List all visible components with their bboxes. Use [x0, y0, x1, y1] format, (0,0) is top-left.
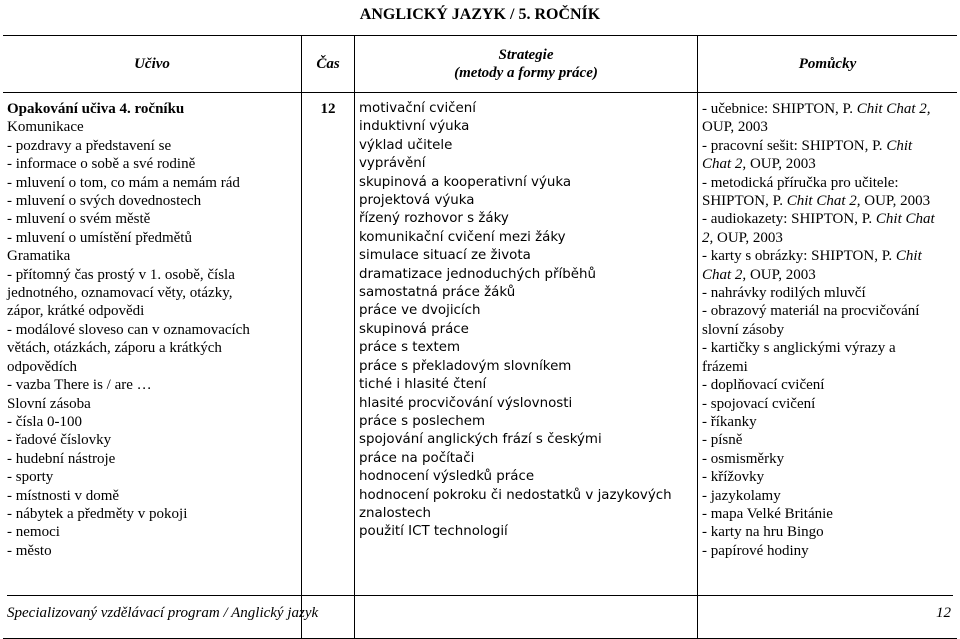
header-strategie	[355, 36, 698, 93]
pomucky-title: Chit Chat 2,	[856, 101, 931, 117]
strategie-line: dramatizace jednoduchých příběhů	[359, 266, 596, 282]
pomucky-title: Chat 2,	[702, 156, 747, 173]
strategie-line: induktivní výuka	[359, 119, 470, 135]
pomucky-line	[702, 210, 953, 228]
ucivo-line: - město	[7, 542, 52, 559]
strategie-line: řízený rozhovor s žáky	[359, 211, 509, 227]
strategie-line: práce s poslechem	[359, 413, 486, 429]
strategie-line: tiché i hlasité čtení	[359, 377, 487, 393]
strategie-line: práce s překladovým slovníkem	[359, 358, 572, 374]
pomucky-line	[702, 266, 953, 284]
pomucky-line: - jazykolamy	[702, 487, 781, 504]
pomucky-line: frázemi	[702, 358, 748, 375]
page-number: 12	[936, 605, 951, 621]
cas-value: 12	[320, 101, 336, 117]
ucivo-line: - hudební nástroje	[7, 450, 116, 467]
pomucky-line: - doplňovací cvičení	[702, 377, 825, 394]
strategie-line: simulace situací ze života	[359, 248, 531, 264]
ucivo-line: Komunikace	[7, 119, 84, 136]
ucivo-line: - čísla 0-100	[7, 413, 82, 430]
pomucky-title: Chit	[886, 137, 913, 154]
strategie-line: práce na počítači	[359, 450, 475, 466]
strategie-line: motivační cvičení	[359, 101, 476, 116]
cas-cell	[302, 93, 355, 639]
header-cas: Čas	[302, 36, 355, 93]
strategie-line: práce ve dvojicích	[359, 303, 481, 319]
pomucky-text: OUP, 2003	[713, 229, 783, 246]
ucivo-line: Gramatika	[7, 248, 71, 265]
pomucky-line: - obrazový materiál na procvičování	[702, 303, 920, 320]
pomucky-line: - nahrávky rodilých mluvčí	[702, 285, 866, 302]
strategie-line: práce s textem	[359, 340, 461, 356]
ucivo-line: - modálové sloveso can v oznamovacích	[7, 321, 250, 338]
pomucky-line: - říkanky	[702, 413, 757, 430]
header-pomucky: Pomůcky	[698, 36, 958, 93]
strategie-line: spojování anglických frází s českými	[359, 432, 602, 448]
pomucky-text: OUP, 2003	[746, 156, 816, 173]
ucivo-line: - místnosti v domě	[7, 487, 120, 504]
pomucky-line: - karty na hru Bingo	[702, 524, 824, 541]
ucivo-line: větách, otázkách, záporu a krátkých	[7, 340, 222, 357]
header-strategie-line1: Strategie	[498, 46, 554, 63]
strategie-line: hodnocení pokroku či nedostatků v jazykových	[359, 487, 672, 503]
pomucky-line: - křížovky	[702, 469, 765, 486]
pomucky-title: 2,	[702, 229, 714, 246]
ucivo-line: - nábytek a předměty v pokoji	[7, 505, 188, 522]
ucivo-line: - mluvení o tom, co mám a nemám rád	[7, 174, 240, 191]
pomucky-title: Chit Chat	[875, 211, 935, 228]
pomucky-line: OUP, 2003	[702, 119, 768, 136]
strategie-line: vyprávění	[359, 156, 426, 172]
ucivo-line: jednotného, oznamovací věty, otázky,	[7, 285, 233, 302]
pomucky-line	[702, 137, 953, 155]
table-row	[3, 93, 957, 639]
footer-program-name: Specializovaný vzdělávací program / Anglický jazyk	[7, 605, 319, 621]
strategie-line: skupinová práce	[359, 321, 469, 337]
ucivo-heading: Opakování učiva 4. ročníku	[7, 101, 185, 117]
ucivo-line: - mluvení o svém městě	[7, 211, 151, 228]
pomucky-text: - audiokazety: SHIPTON, P.	[702, 211, 876, 228]
ucivo-line: - přítomný čas prostý v 1. osobě, čísla	[7, 266, 235, 283]
table-header-row	[3, 36, 957, 93]
header-strategie-line2: (metody a formy práce)	[454, 65, 598, 81]
strategie-line: komunikační cvičení mezi žáky	[359, 229, 566, 245]
ucivo-line: odpovědích	[7, 358, 77, 375]
ucivo-line: - nemoci	[7, 524, 60, 541]
pomucky-line: - papírové hodiny	[702, 542, 809, 559]
pomucky-text: OUP, 2003	[746, 266, 816, 283]
page-footer	[7, 595, 953, 622]
strategie-line: hodnocení výsledků práce	[359, 469, 535, 485]
pomucky-line: - mapa Velké Británie	[702, 505, 833, 522]
strategie-line: výklad učitele	[359, 137, 453, 153]
strategie-line: projektová výuka	[359, 193, 475, 209]
pomucky-line	[702, 100, 953, 118]
ucivo-line: zápor, krátké odpovědi	[7, 303, 145, 320]
pomucky-line	[702, 229, 953, 247]
ucivo-line: - mluvení o umístění předmětů	[7, 229, 192, 246]
header-ucivo: Učivo	[3, 36, 302, 93]
page-title: ANGLICKÝ JAZYK / 5. ROČNÍK	[359, 6, 601, 23]
pomucky-line	[702, 247, 953, 265]
pomucky-title: Chit	[895, 248, 922, 265]
ucivo-line: - informace o sobě a své rodině	[7, 156, 196, 173]
pomucky-cell	[698, 93, 958, 639]
ucivo-line: - sporty	[7, 469, 54, 486]
pomucky-text: - učebnice: SHIPTON, P.	[702, 101, 857, 117]
strategie-line: hlasité procvičování výslovnosti	[359, 395, 573, 411]
strategie-line: samostatná práce žáků	[359, 285, 516, 301]
pomucky-text: - pracovní sešit: SHIPTON, P.	[702, 137, 887, 154]
pomucky-line: - osmisměrky	[702, 450, 785, 467]
pomucky-line	[702, 192, 953, 210]
pomucky-title: Chat 2,	[702, 266, 747, 283]
ucivo-line: - vazba There is / are …	[7, 377, 152, 394]
ucivo-line: - řadové číslovky	[7, 432, 112, 449]
pomucky-text: SHIPTON, P.	[702, 193, 787, 210]
pomucky-line: - spojovací cvičení	[702, 395, 816, 412]
pomucky-line: - písně	[702, 432, 743, 449]
ucivo-line: - mluvení o svých dovednostech	[7, 193, 202, 210]
strategie-cell	[355, 93, 698, 639]
pomucky-title: Chit Chat 2,	[786, 193, 861, 210]
pomucky-line: - metodická příručka pro učitele:	[702, 174, 899, 191]
pomucky-line: slovní zásoby	[702, 321, 785, 338]
pomucky-line: - kartičky s anglickými výrazy a	[702, 340, 896, 357]
pomucky-text: - karty s obrázky: SHIPTON, P.	[702, 248, 896, 265]
pomucky-text: OUP, 2003	[860, 193, 931, 210]
ucivo-cell	[3, 93, 302, 639]
pomucky-line	[702, 155, 953, 173]
strategie-line: skupinová a kooperativní výuka	[359, 174, 572, 190]
strategie-line: znalostech	[359, 505, 431, 521]
curriculum-table	[3, 35, 957, 639]
strategie-line: použití ICT technologií	[359, 524, 508, 540]
ucivo-line: Slovní zásoba	[7, 395, 91, 412]
ucivo-line: - pozdravy a představení se	[7, 137, 172, 154]
